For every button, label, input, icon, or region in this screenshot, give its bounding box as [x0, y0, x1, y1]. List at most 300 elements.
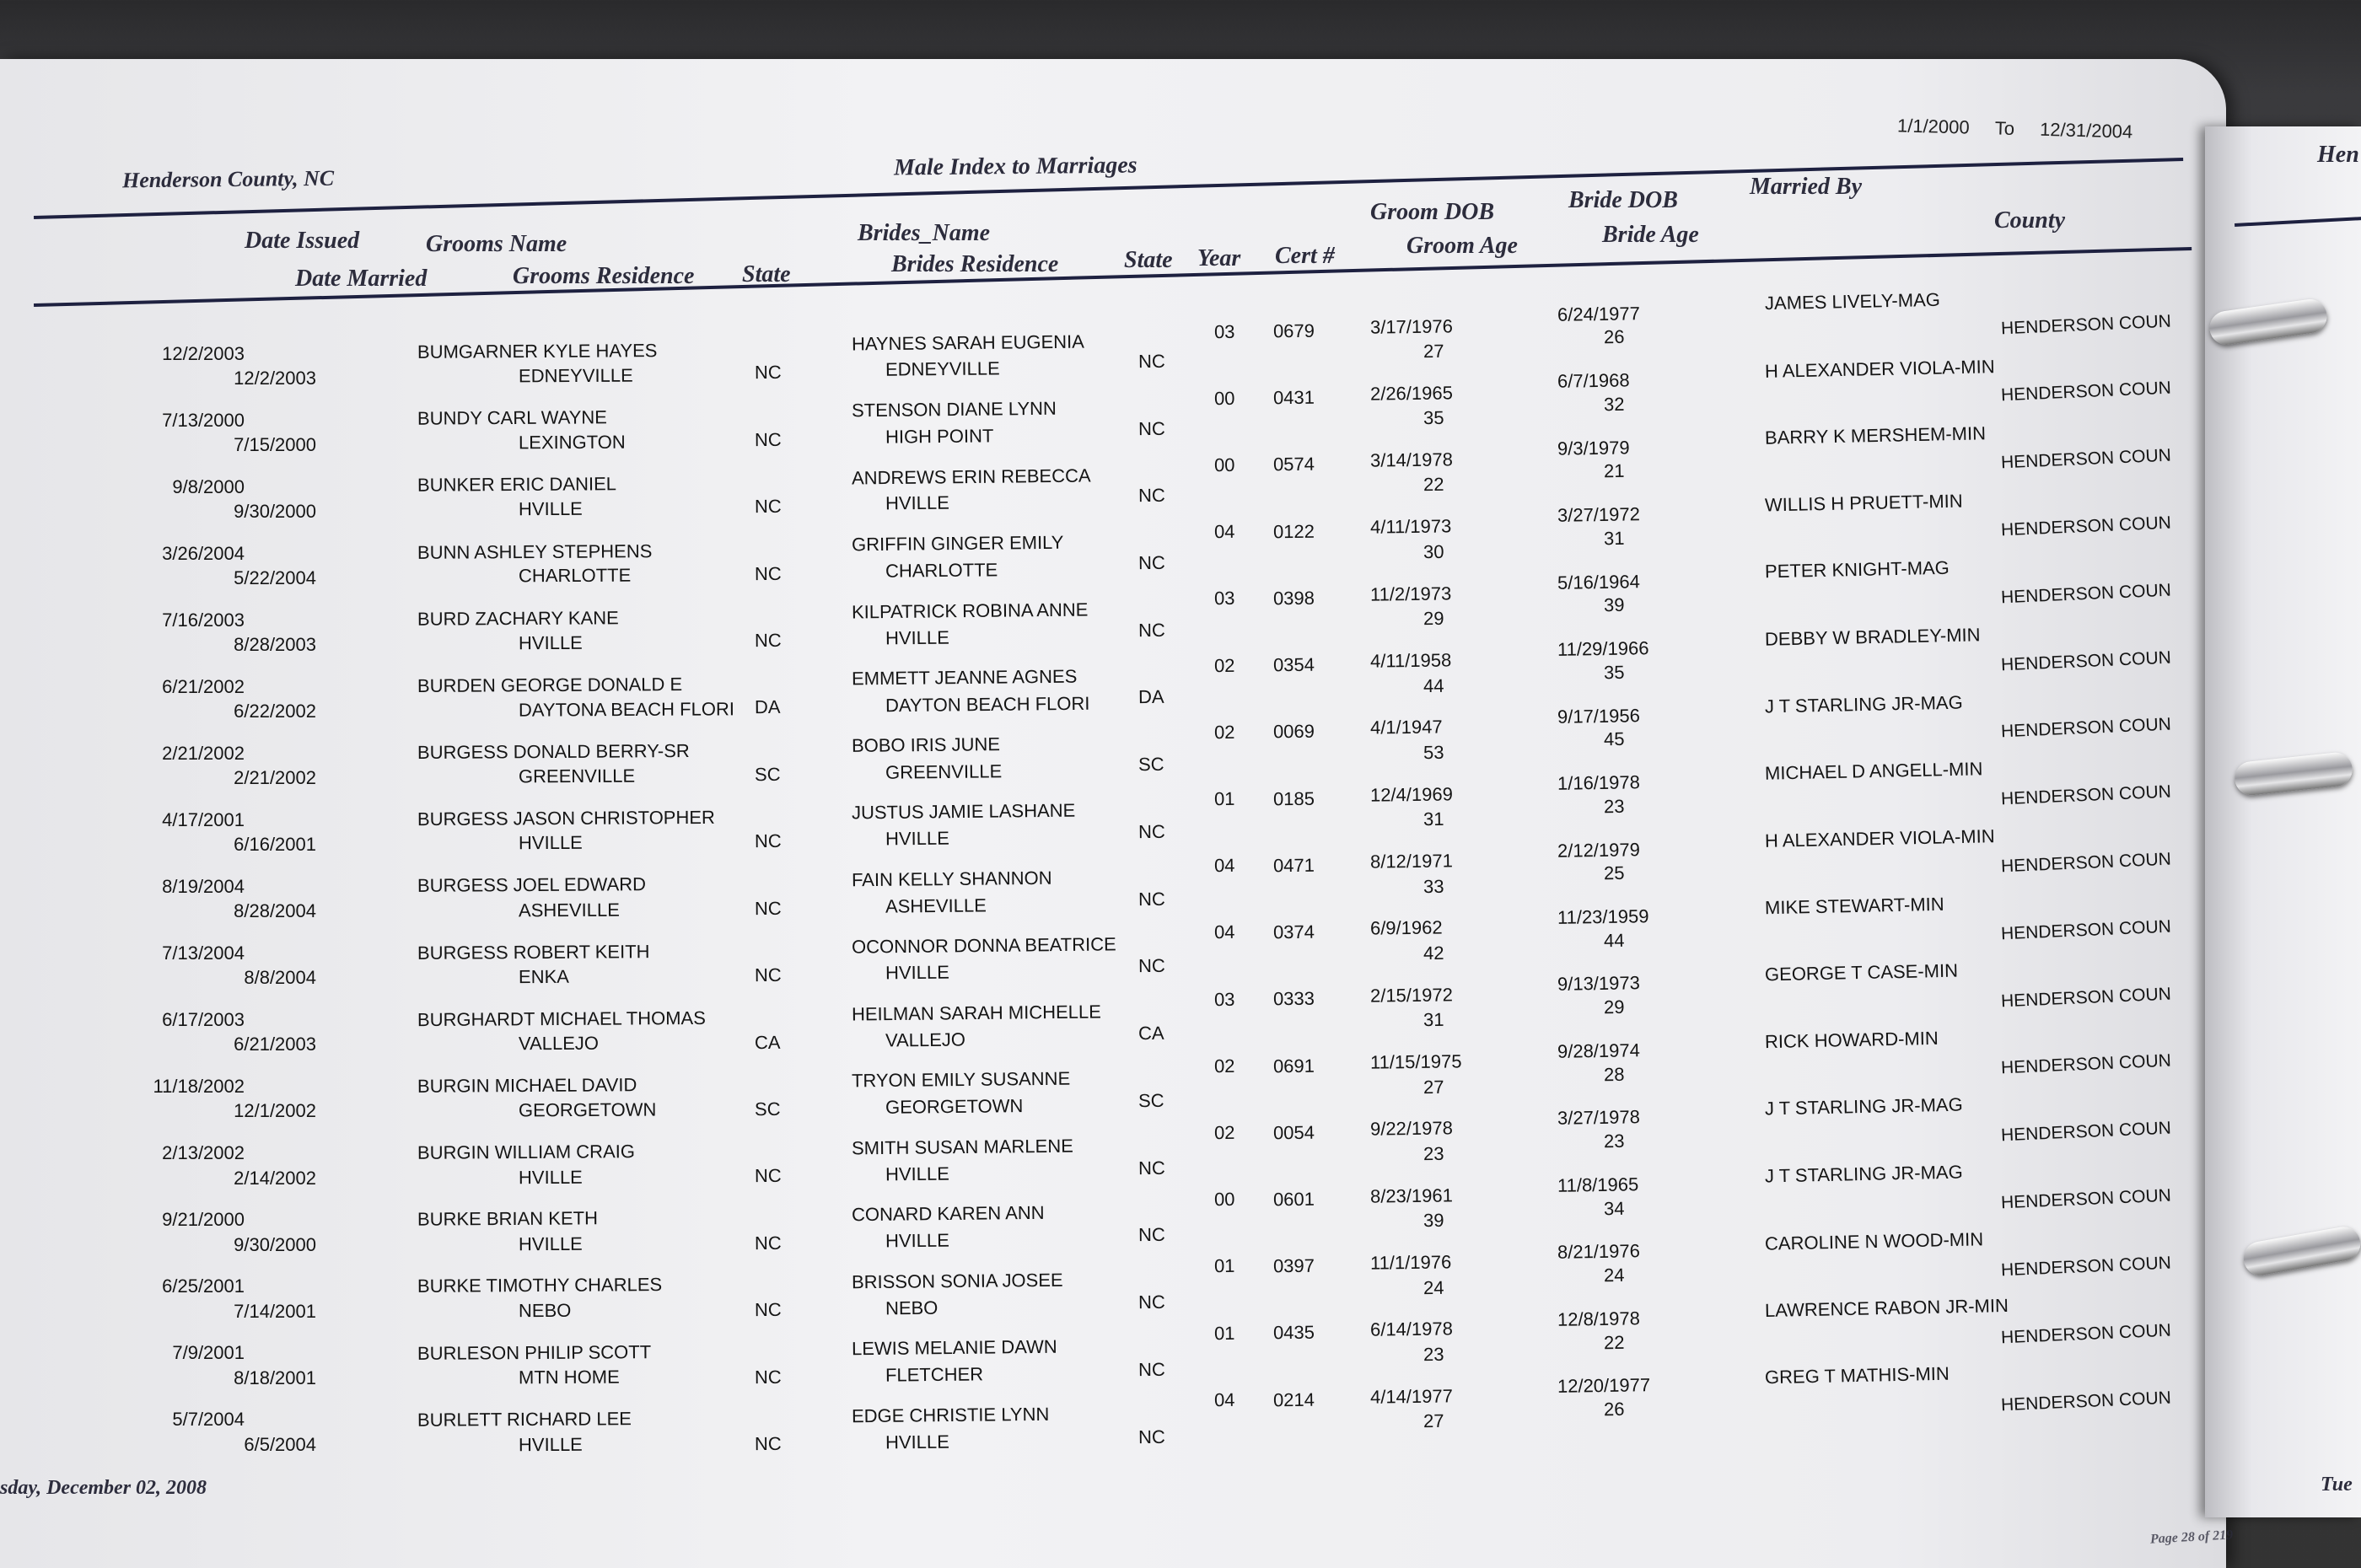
date-issued: 12/2/2003: [162, 342, 245, 364]
groom-residence: HVILLE: [518, 631, 583, 653]
cert-number: 0435: [1272, 1322, 1315, 1344]
bride-dob: 6/24/1977: [1557, 303, 1641, 325]
groom-state: NC: [754, 428, 782, 450]
bride-residence: HVILLE: [885, 961, 949, 984]
groom-state: NC: [754, 629, 782, 652]
groom-name: BURKE BRIAN KETH: [417, 1207, 599, 1230]
col-bride-dob: Bride DOB: [1568, 187, 1678, 213]
bride-state: NC: [1137, 551, 1165, 574]
groom-age: 27: [1423, 1410, 1444, 1432]
county: HENDERSON COUN: [2000, 445, 2172, 473]
married-by: H ALEXANDER VIOLA-MIN: [1764, 825, 1995, 851]
groom-dob: 4/1/1947: [1369, 716, 1443, 738]
groom-residence: EDNEYVILLE: [518, 364, 633, 386]
bride-dob: 9/28/1974: [1557, 1039, 1641, 1062]
bride-dob: 9/3/1979: [1557, 437, 1630, 459]
bride-dob: 3/27/1978: [1557, 1106, 1641, 1130]
groom-residence: HVILLE: [518, 1166, 583, 1188]
bride-name: TRYON EMILY SUSANNE: [851, 1068, 1071, 1092]
date-issued: 5/7/2004: [172, 1408, 245, 1430]
bride-residence: ASHEVILLE: [885, 894, 987, 917]
bride-age: 32: [1603, 393, 1625, 415]
county: HENDERSON COUN: [2000, 378, 2172, 405]
bride-state: CA: [1137, 1022, 1164, 1044]
groom-state: NC: [754, 830, 782, 852]
groom-age: 33: [1423, 875, 1444, 897]
groom-age: 31: [1423, 1009, 1444, 1031]
bride-name: JUSTUS JAMIE LASHANE: [851, 800, 1076, 824]
groom-age: 42: [1423, 942, 1444, 964]
col-groom-age: Groom Age: [1406, 233, 1518, 259]
bride-residence: HVILLE: [885, 1431, 949, 1453]
groom-dob: 4/11/1958: [1369, 649, 1452, 672]
year: 03: [1213, 588, 1235, 609]
groom-residence: DAYTONA BEACH FLORI: [518, 698, 734, 721]
groom-dob: 3/17/1976: [1369, 314, 1454, 338]
groom-name: BUNN ASHLEY STEPHENS: [417, 540, 653, 563]
county: HENDERSON COUN: [2000, 849, 2172, 877]
footer-date: sday, December 02, 2008: [0, 1477, 207, 1499]
year: 00: [1213, 454, 1235, 476]
cert-number: 0601: [1272, 1188, 1315, 1211]
bride-dob: 11/29/1966: [1557, 637, 1649, 661]
bride-age: 28: [1603, 1063, 1625, 1085]
groom-dob: 11/15/1975: [1369, 1050, 1462, 1073]
married-by: J T STARLING JR-MAG: [1764, 1093, 1963, 1120]
groom-residence: ASHEVILLE: [518, 899, 620, 921]
date-married: 8/18/2001: [234, 1367, 316, 1388]
ledger-page: [0, 59, 2234, 1568]
groom-age: 23: [1423, 1142, 1444, 1165]
bride-state: NC: [1137, 888, 1165, 910]
county: HENDERSON COUN: [2000, 580, 2172, 608]
bride-state: SC: [1137, 754, 1164, 776]
next-page-rule: [2235, 217, 2361, 227]
groom-state: NC: [754, 964, 782, 986]
married-by: LAWRENCE RABON JR-MIN: [1764, 1295, 2009, 1322]
date-married: 9/30/2000: [234, 1233, 316, 1255]
bride-name: KILPATRICK ROBINA ANNE: [851, 599, 1089, 623]
col-date-issued: Date Issued: [245, 228, 360, 254]
year: 03: [1213, 320, 1235, 342]
bride-residence: HVILLE: [885, 1229, 949, 1252]
married-by: MIKE STEWART-MIN: [1764, 893, 1944, 918]
year: 04: [1213, 921, 1235, 943]
groom-state: NC: [754, 1433, 782, 1455]
county: HENDERSON COUN: [2000, 1388, 2172, 1415]
bride-name: SMITH SUSAN MARLENE: [851, 1135, 1073, 1159]
date-issued: 6/25/2001: [162, 1275, 245, 1297]
married-by: J T STARLING JR-MAG: [1764, 691, 1963, 717]
bride-dob: 5/16/1964: [1557, 570, 1641, 593]
col-grooms-residence: Grooms Residence: [513, 263, 695, 289]
groom-dob: 11/1/1976: [1369, 1251, 1452, 1274]
cert-number: 0185: [1272, 787, 1315, 809]
bride-age: 24: [1603, 1264, 1625, 1286]
footer-page-number: Page 28 of 219: [2149, 1528, 2234, 1547]
bride-name: STENSON DIANE LYNN: [851, 398, 1057, 422]
cert-number: 0354: [1272, 653, 1315, 676]
married-by: WILLIS H PRUETT-MIN: [1764, 490, 1963, 516]
year: 01: [1213, 787, 1235, 810]
bride-dob: 11/8/1965: [1557, 1173, 1639, 1196]
groom-dob: 4/11/1973: [1369, 515, 1452, 539]
bride-state: NC: [1137, 485, 1165, 507]
bride-state: SC: [1137, 1089, 1164, 1112]
bride-age: 44: [1603, 929, 1625, 951]
year: 04: [1213, 1388, 1235, 1410]
bride-residence: FLETCHER: [885, 1363, 984, 1386]
bride-dob: 3/27/1972: [1557, 503, 1641, 526]
date-issued: 4/17/2001: [162, 808, 245, 830]
groom-residence: NEBO: [518, 1299, 572, 1322]
county: HENDERSON COUN: [2000, 1253, 2172, 1281]
col-bride-state: State: [1124, 247, 1173, 273]
date-issued: 2/21/2002: [162, 742, 245, 764]
groom-dob: 9/22/1978: [1369, 1117, 1454, 1140]
groom-state: NC: [754, 362, 782, 384]
next-page-footer: Tue: [2321, 1474, 2353, 1496]
groom-age: 27: [1423, 340, 1444, 362]
groom-name: BURGESS ROBERT KEITH: [417, 940, 650, 964]
col-grooms-name: Grooms Name: [426, 231, 567, 257]
bride-state: NC: [1137, 1358, 1165, 1380]
date-issued: 6/17/2003: [162, 1008, 245, 1030]
date-married: 2/21/2002: [234, 767, 316, 788]
married-by: GEORGE T CASE-MIN: [1764, 959, 1959, 985]
date-married: 8/8/2004: [244, 967, 316, 989]
groom-age: 29: [1423, 608, 1444, 630]
bride-dob: 1/16/1978: [1557, 771, 1641, 794]
groom-age: 31: [1423, 808, 1444, 830]
groom-residence: MTN HOME: [518, 1366, 620, 1388]
bride-residence: VALLEJO: [885, 1028, 966, 1051]
married-by: DEBBY W BRADLEY-MIN: [1764, 624, 1981, 650]
groom-state: NC: [754, 1299, 782, 1321]
bride-name: HAYNES SARAH EUGENIA: [851, 330, 1085, 355]
groom-dob: 6/9/1962: [1369, 916, 1443, 939]
married-by: PETER KNIGHT-MAG: [1764, 557, 1950, 583]
groom-dob: 8/12/1971: [1369, 850, 1454, 873]
date-issued: 9/8/2000: [172, 475, 245, 497]
col-bride-age: Bride Age: [1602, 222, 1699, 248]
groom-name: BUNKER ERIC DANIEL: [417, 473, 617, 497]
bride-age: 21: [1603, 459, 1625, 482]
bride-age: 31: [1603, 527, 1625, 549]
bride-residence: HVILLE: [885, 1163, 949, 1185]
cert-number: 0574: [1272, 454, 1315, 475]
groom-state: NC: [754, 1165, 782, 1187]
date-married: 7/14/2001: [234, 1300, 316, 1322]
married-by: CAROLINE N WOOD-MIN: [1764, 1227, 1984, 1254]
date-issued: 2/13/2002: [162, 1141, 245, 1163]
county: HENDERSON COUN: [2000, 916, 2172, 944]
bride-residence: DAYTON BEACH FLORI: [885, 692, 1090, 717]
groom-age: 44: [1423, 674, 1444, 696]
groom-name: BURGIN MICHAEL DAVID: [417, 1074, 637, 1097]
year: 01: [1213, 1255, 1235, 1277]
groom-residence: CHARLOTTE: [518, 564, 632, 587]
bride-residence: HVILLE: [885, 626, 949, 648]
date-range: [1897, 115, 2133, 142]
groom-dob: 12/4/1969: [1369, 783, 1454, 806]
date-married: 6/21/2003: [234, 1034, 316, 1055]
groom-residence: HVILLE: [518, 1433, 583, 1455]
bride-residence: CHARLOTTE: [885, 559, 998, 582]
bride-state: NC: [1137, 1291, 1165, 1313]
year: 04: [1213, 855, 1235, 877]
groom-state: SC: [754, 1098, 781, 1120]
date-married: 5/22/2004: [234, 567, 316, 588]
bride-age: 34: [1603, 1197, 1625, 1219]
date-issued: 7/9/2001: [172, 1341, 245, 1363]
groom-name: BURLESON PHILIP SCOTT: [417, 1340, 652, 1364]
groom-age: 35: [1423, 406, 1444, 429]
col-groom-state: State: [742, 261, 791, 287]
married-by: H ALEXANDER VIOLA-MIN: [1764, 355, 1995, 382]
bride-residence: GREENVILLE: [885, 760, 1003, 783]
county: HENDERSON COUN: [2000, 1051, 2172, 1078]
groom-state: SC: [754, 763, 781, 785]
bride-state: NC: [1137, 619, 1165, 641]
bride-name: FAIN KELLY SHANNON: [851, 867, 1052, 891]
bride-age: 22: [1603, 1331, 1625, 1353]
groom-age: 22: [1423, 474, 1444, 496]
bride-state: NC: [1137, 350, 1165, 372]
bride-residence: GEORGETOWN: [885, 1095, 1024, 1119]
bride-state: NC: [1137, 417, 1165, 439]
cert-number: 0679: [1272, 320, 1315, 342]
bride-dob: 9/13/1973: [1557, 972, 1641, 996]
groom-dob: 2/15/1972: [1369, 984, 1454, 1007]
cert-number: 0431: [1272, 386, 1315, 409]
groom-name: BURGHARDT MICHAEL THOMAS: [417, 1007, 706, 1030]
date-married: 8/28/2003: [234, 633, 316, 655]
cert-number: 0122: [1272, 520, 1315, 542]
groom-name: BUNDY CARL WAYNE: [417, 406, 608, 429]
bride-name: GRIFFIN GINGER EMILY: [851, 532, 1064, 556]
bride-age: 23: [1603, 1130, 1625, 1152]
county: HENDERSON COUN: [2000, 1118, 2172, 1146]
next-page-header: Hen: [2317, 142, 2359, 168]
date-married: 8/28/2004: [234, 900, 316, 922]
groom-name: BURGESS JOEL EDWARD: [417, 873, 647, 897]
date-from: 1/1/2000: [1896, 115, 1970, 138]
year: 04: [1213, 521, 1235, 543]
year: 00: [1213, 387, 1235, 410]
bride-residence: NEBO: [885, 1297, 938, 1319]
groom-name: BURGESS JASON CHRISTOPHER: [417, 807, 715, 830]
married-by: JAMES LIVELY-MAG: [1764, 288, 1941, 314]
married-by: RICK HOWARD-MIN: [1764, 1027, 1939, 1052]
groom-residence: LEXINGTON: [518, 431, 626, 454]
date-issued: 8/19/2004: [162, 875, 245, 897]
county: HENDERSON COUN: [2000, 311, 2172, 338]
groom-name: BURGESS DONALD BERRY-SR: [417, 740, 690, 764]
bride-dob: 11/23/1959: [1557, 905, 1649, 928]
groom-residence: GEORGETOWN: [518, 1098, 657, 1121]
cert-number: 0471: [1272, 854, 1315, 877]
groom-name: BUMGARNER KYLE HAYES: [417, 340, 658, 362]
county-title: Henderson County, NC: [121, 165, 335, 193]
date-married: 12/2/2003: [234, 367, 316, 389]
bride-residence: HIGH POINT: [885, 425, 994, 448]
county: HENDERSON COUN: [2000, 715, 2172, 742]
date-issued: 7/13/2004: [162, 942, 245, 964]
groom-name: BURGIN WILLIAM CRAIG: [417, 1141, 635, 1163]
groom-state: NC: [754, 562, 782, 584]
bride-age: 26: [1603, 325, 1625, 348]
bride-age: 26: [1603, 1398, 1625, 1420]
married-by: J T STARLING JR-MAG: [1764, 1161, 1963, 1187]
year: 02: [1213, 721, 1235, 744]
bride-name: ANDREWS ERIN REBECCA: [851, 464, 1091, 489]
groom-dob: 8/23/1961: [1369, 1184, 1454, 1207]
date-married: 6/5/2004: [244, 1433, 316, 1455]
groom-name: BURLETT RICHARD LEE: [417, 1407, 632, 1431]
groom-age: 39: [1423, 1210, 1444, 1232]
cert-number: 0374: [1272, 921, 1315, 943]
groom-state: DA: [754, 696, 781, 718]
bride-state: NC: [1137, 820, 1165, 843]
groom-dob: 11/2/1973: [1369, 583, 1452, 605]
groom-dob: 4/14/1977: [1369, 1384, 1454, 1408]
date-issued: 7/13/2000: [162, 409, 245, 431]
date-issued: 9/21/2000: [162, 1208, 245, 1230]
bride-residence: HVILLE: [885, 492, 949, 514]
groom-state: NC: [754, 897, 782, 919]
bride-name: BOBO IRIS JUNE: [851, 733, 1001, 756]
bride-state: NC: [1137, 1426, 1165, 1447]
groom-residence: HVILLE: [518, 497, 583, 520]
bride-state: NC: [1137, 955, 1165, 977]
groom-state: NC: [754, 1366, 782, 1388]
married-by: BARRY K MERSHEM-MIN: [1764, 422, 1987, 448]
bride-residence: EDNEYVILLE: [885, 357, 1000, 381]
bride-name: BRISSON SONIA JOSEE: [851, 1269, 1063, 1293]
married-by: GREG T MATHIS-MIN: [1764, 1362, 1950, 1388]
bride-name: LEWIS MELANIE DAWN: [851, 1336, 1057, 1360]
bride-name: CONARD KAREN ANN: [851, 1202, 1045, 1226]
groom-dob: 6/14/1978: [1369, 1318, 1454, 1340]
county: HENDERSON COUN: [2000, 1320, 2172, 1348]
groom-dob: 2/26/1965: [1369, 382, 1454, 405]
col-year: Year: [1197, 245, 1241, 271]
bride-dob: 9/17/1956: [1557, 704, 1641, 728]
report-title: Male Index to Marriages: [893, 152, 1137, 181]
county: HENDERSON COUN: [2000, 1185, 2172, 1213]
groom-residence: GREENVILLE: [518, 765, 636, 787]
date-married: 12/1/2002: [234, 1100, 316, 1122]
groom-age: 30: [1423, 540, 1444, 562]
bride-name: EDGE CHRISTIE LYNN: [851, 1403, 1050, 1427]
cert-number: 0069: [1272, 721, 1315, 743]
date-issued: 3/26/2004: [162, 542, 245, 564]
cert-number: 0398: [1272, 587, 1315, 609]
groom-name: BURD ZACHARY KANE: [417, 606, 619, 630]
date-married: 6/22/2002: [234, 700, 316, 722]
bride-name: EMMETT JEANNE AGNES: [851, 666, 1078, 690]
col-county: County: [1994, 207, 2066, 234]
date-issued: 7/16/2003: [162, 609, 245, 631]
year: 02: [1213, 1055, 1235, 1077]
county: HENDERSON COUN: [2000, 984, 2172, 1012]
county: HENDERSON COUN: [2000, 647, 2172, 674]
to-label: To: [1994, 117, 2015, 139]
cert-number: 0214: [1272, 1388, 1315, 1410]
groom-residence: HVILLE: [518, 832, 583, 854]
col-brides-name: Brides_Name: [858, 220, 991, 246]
year: 02: [1213, 1121, 1235, 1144]
date-to: 12/31/2004: [2039, 118, 2133, 142]
bride-dob: 2/12/1979: [1557, 838, 1641, 862]
groom-name: BURDEN GEORGE DONALD E: [417, 673, 683, 696]
groom-age: 53: [1423, 741, 1444, 764]
groom-dob: 3/14/1978: [1369, 448, 1454, 471]
date-issued: 11/18/2002: [153, 1075, 245, 1097]
groom-age: 23: [1423, 1343, 1444, 1366]
date-married: 6/16/2001: [234, 834, 316, 856]
bride-dob: 12/20/1977: [1557, 1374, 1651, 1398]
groom-residence: VALLEJO: [518, 1032, 600, 1055]
year: 01: [1213, 1322, 1235, 1344]
date-married: 9/30/2000: [234, 500, 316, 522]
bride-age: 25: [1603, 862, 1625, 884]
col-cert: Cert #: [1275, 243, 1335, 269]
groom-residence: HVILLE: [518, 1232, 583, 1254]
bride-residence: HVILLE: [885, 827, 949, 850]
bride-age: 35: [1603, 661, 1625, 683]
bride-age: 29: [1603, 996, 1625, 1018]
col-date-married: Date Married: [295, 266, 428, 292]
col-groom-dob: Groom DOB: [1370, 199, 1495, 225]
married-by: MICHAEL D ANGELL-MIN: [1764, 758, 1983, 784]
bride-name: OCONNOR DONNA BEATRICE: [851, 933, 1116, 959]
date-married: 7/15/2000: [234, 433, 316, 455]
bride-age: 23: [1603, 795, 1625, 817]
bride-state: DA: [1137, 686, 1164, 708]
year: 03: [1213, 988, 1235, 1010]
date-married: 2/14/2002: [234, 1167, 316, 1189]
groom-age: 24: [1423, 1276, 1444, 1298]
groom-residence: ENKA: [518, 965, 569, 987]
county: HENDERSON COUN: [2000, 513, 2172, 540]
bride-dob: 6/7/1968: [1557, 369, 1630, 392]
bride-state: NC: [1137, 1157, 1165, 1179]
col-married-by: Married By: [1750, 174, 1862, 200]
bride-name: HEILMAN SARAH MICHELLE: [851, 1001, 1101, 1025]
county: HENDERSON COUN: [2000, 781, 2172, 809]
cert-number: 0397: [1272, 1254, 1315, 1277]
cert-number: 0054: [1272, 1121, 1315, 1144]
col-brides-residence: Brides Residence: [891, 251, 1059, 277]
groom-state: CA: [754, 1031, 781, 1053]
groom-state: NC: [754, 496, 782, 518]
date-issued: 6/21/2002: [162, 675, 245, 697]
cert-number: 0333: [1272, 988, 1315, 1010]
bride-age: 45: [1603, 728, 1625, 750]
groom-state: NC: [754, 1232, 782, 1254]
year: 00: [1213, 1189, 1235, 1211]
cert-number: 0691: [1272, 1055, 1315, 1077]
bride-dob: 12/8/1978: [1557, 1308, 1641, 1330]
bride-age: 39: [1603, 593, 1625, 616]
groom-name: BURKE TIMOTHY CHARLES: [417, 1274, 663, 1297]
bride-state: NC: [1137, 1224, 1165, 1246]
bride-dob: 8/21/1976: [1557, 1240, 1641, 1264]
year: 02: [1213, 654, 1235, 676]
groom-age: 27: [1423, 1076, 1444, 1098]
